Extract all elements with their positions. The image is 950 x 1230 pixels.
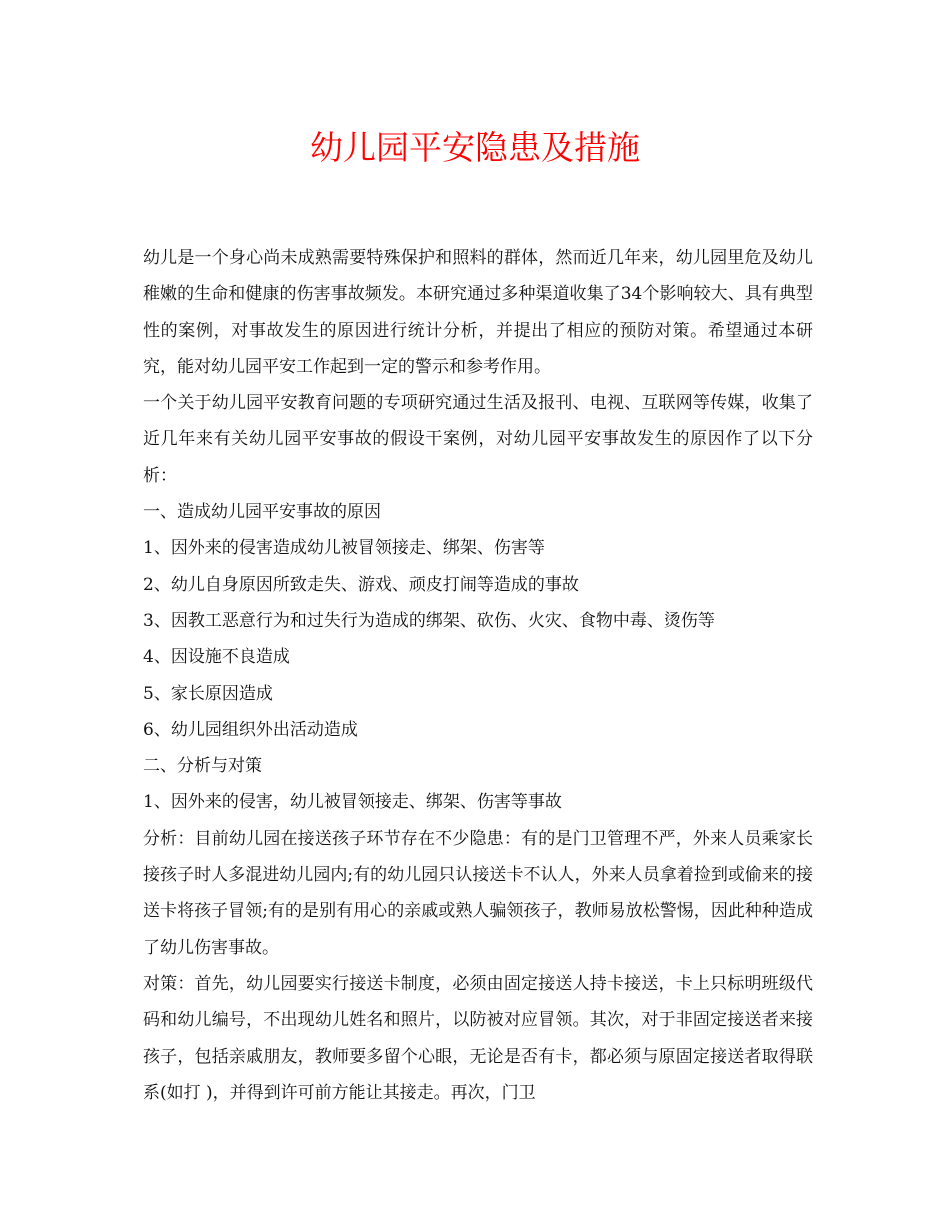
document-title: 幼儿园平安隐患及措施 [310, 128, 640, 167]
analysis-paragraph: 分析：目前幼儿园在接送孩子环节存在不少隐患：有的是门卫管理不严，外来人员乘家长接孩子时人多混进幼儿园内;有的幼儿园只认接送卡不认人，外来人员拿着捡到或偷来的接送卡将孩子冒领;有的是别有用心的亲戚或熟人骗领孩子，教师易放松警惕，因此种种造成了幼儿伤害事故。 [143, 828, 813, 958]
intro-paragraph: 幼儿是一个身心尚未成熟需要特殊保护和照料的群体，然而近几年来，幼儿园里危及幼儿稚嫩的生命和健康的伤害事故频发。本研究通过多种渠道收集了34个影响较大、具有典型性的案例，对事故发生的原因进行统计分析，并提出了相应的预防对策。希望通过本研究，能对幼儿园平安工作起到一定的警示和参考作用。 [143, 248, 813, 377]
cause-item-4: 4、因设施不良造成 [143, 647, 290, 668]
cause-item-2: 2、幼儿自身原因所致走失、游戏、顽皮打闹等造成的事故 [143, 574, 579, 595]
research-paragraph: 一个关于幼儿园平安教育问题的专项研究通过生活及报刊、电视、互联网等传媒，收集了近几年来有关幼儿园平安事故的假设干案例，对幼儿园平安事故发生的原因作了以下分析： [143, 393, 813, 486]
cause-item-6: 6、幼儿园组织外出活动造成 [143, 719, 358, 740]
countermeasure-paragraph: 对策：首先，幼儿园要实行接送卡制度，必须由固定接送人持卡接送，卡上只标明班级代码和幼儿编号，不出现幼儿姓名和照片，以防被对应冒领。其次，对于非固定接送者来接孩子，包括亲戚朋友，教师要多留个心眼，无论是否有卡，都必须与原固定接送者取得联系(如打 )，并得到许可前方能让其接走。再次，门卫 [143, 973, 813, 1103]
section-heading-causes: 一、造成幼儿园平安事故的原因 [143, 502, 381, 523]
analysis-subheading-1: 1、因外来的侵害，幼儿被冒领接走、绑架、伤害等事故 [143, 792, 562, 813]
document-body [143, 240, 813, 1111]
cause-item-1: 1、因外来的侵害造成幼儿被冒领接走、绑架、伤害等 [143, 538, 545, 559]
cause-item-5: 5、家长原因造成 [143, 683, 273, 704]
section-heading-analysis: 二、分析与对策 [143, 756, 262, 777]
cause-item-3: 3、因教工恶意行为和过失行为造成的绑架、砍伤、火灾、食物中毒、烫伤等 [143, 610, 715, 631]
